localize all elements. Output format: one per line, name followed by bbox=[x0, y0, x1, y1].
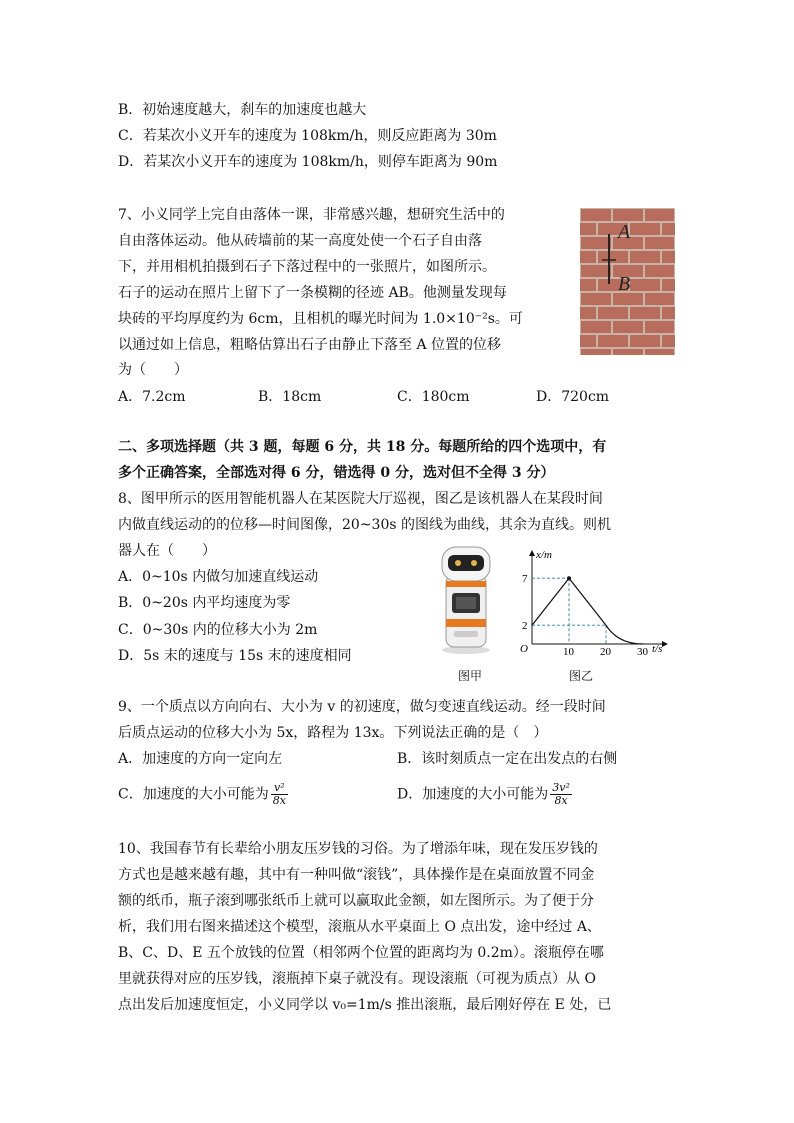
q8-option-d: D．5s 末的速度与 15s 末的速度相同 bbox=[118, 648, 352, 664]
q8-line-3: 器人在（ ） bbox=[118, 543, 216, 559]
brick-wall-photo bbox=[580, 208, 675, 355]
q9-line-1: 9、一个质点以方向向右、大小为 v 的初速度，做匀变速直线运动。经一段时间 bbox=[118, 699, 606, 715]
fraction-d-numerator: 3v² bbox=[552, 781, 570, 794]
robot-image bbox=[436, 545, 496, 655]
q6-option-c: C．若某次小义开车的速度为 108km/h，则反应距离为 30m bbox=[118, 128, 497, 144]
y-axis-label: x/m bbox=[536, 549, 552, 561]
q9-option-d-text: D．加速度的大小可能为 bbox=[397, 786, 549, 803]
q9-option-b: B．该时刻质点一定在出发点的右侧 bbox=[397, 751, 618, 767]
q7-option-d: D．720cm bbox=[536, 389, 610, 405]
position-time-graph bbox=[512, 548, 672, 658]
q9-option-d bbox=[397, 782, 572, 807]
fraction-c-numerator: v² bbox=[271, 782, 288, 795]
q9-option-c-text: C．加速度的大小可能为 bbox=[118, 786, 269, 803]
y-tick-label: 2 bbox=[522, 620, 528, 633]
q9-line-2: 后质点运动的位移大小为 5x，路程为 13x。下列说法正确的是（ ） bbox=[118, 725, 548, 741]
y-tick-label: 7 bbox=[522, 573, 528, 586]
caption-right: 图乙 bbox=[569, 669, 594, 683]
peak-point bbox=[567, 576, 571, 580]
x-axis-label: t/s bbox=[652, 643, 663, 655]
q8-option-c: C．0~30s 内的位移大小为 2m bbox=[118, 622, 318, 638]
series-line bbox=[532, 578, 643, 644]
q9-option-a: A．加速度的方向一定向左 bbox=[118, 751, 283, 767]
fraction-c-denominator: 8x bbox=[272, 794, 286, 807]
x-tick-label: 10 bbox=[563, 646, 574, 658]
section2-header-line2: 多个正确答案，全部选对得 6 分，错选得 0 分，选对但不全得 3 分） bbox=[118, 465, 555, 481]
q10-line-5: B、C、D、E 五个放钱的位置（相邻两个位置的距离均为 0.2m）。滚瓶停在哪 bbox=[118, 945, 604, 961]
q7-option-c: C．180cm bbox=[397, 389, 470, 405]
q7-line-7: 为（ ） bbox=[118, 362, 188, 378]
q10-line-6: 里就获得对应的压岁钱，滚瓶掉下桌子就没有。现设滚瓶（可视为质点）从 O bbox=[118, 971, 596, 987]
q7-option-a: A．7.2cm bbox=[118, 389, 186, 405]
q10-line-7: 点出发后加速度恒定，小义同学以 v₀=1m/s 推出滚瓶，最后刚好停在 E 处，已 bbox=[118, 997, 612, 1013]
q8-line-1: 8、图甲所示的医用智能机器人在某医院大厅巡视，图乙是该机器人在某段时间 bbox=[118, 491, 603, 507]
q9-option-c bbox=[118, 782, 288, 807]
q7-line-3: 下，并用相机拍摄到石子下落过程中的一张照片，如图所示。 bbox=[118, 259, 496, 275]
q10-line-2: 方式也是越来越有趣，其中有一种叫做“滚钱”，具体操作是在桌面放置不同金 bbox=[118, 867, 595, 883]
q7-option-b: B．18cm bbox=[258, 389, 322, 405]
origin-label: O bbox=[520, 643, 528, 655]
q8-option-b: B．0~20s 内平均速度为零 bbox=[118, 595, 291, 611]
section2-header-line1: 二、多项选择题（共 3 题，每题 6 分，共 18 分。每题所给的四个选项中，有 bbox=[118, 439, 607, 455]
q7-line-5: 块砖的平均厚度约为 6cm，且相机的曝光时间为 1.0×10⁻²s。可 bbox=[118, 311, 523, 327]
q8-option-a: A．0~10s 内做匀加速直线运动 bbox=[118, 569, 319, 585]
q7-line-6: 以通过如上信息，粗略估算出石子由静止下落至 A 位置的位移 bbox=[118, 337, 502, 353]
q7-line-4: 石子的运动在照片上留下了一条模糊的径迹 AB。他测量发现每 bbox=[118, 285, 507, 301]
fraction-d-denominator: 8x bbox=[554, 794, 568, 807]
x-tick-label: 20 bbox=[600, 646, 611, 658]
q10-line-3: 额的纸币，瓶子滚到哪张纸币上就可以赢取此金额，如左图所示。为了便于分 bbox=[118, 893, 594, 909]
fraction-c bbox=[271, 782, 288, 807]
q7-line-2: 自由落体运动。他从砖墙前的某一高度处使一个石子自由落 bbox=[118, 233, 482, 249]
q10-line-1: 10、我国春节有长辈给小朋友压岁钱的习俗。为了增添年味，现在发压岁钱的 bbox=[118, 841, 598, 857]
q8-line-2: 内做直线运动的的位移—时间图像，20~30s 的图线为曲线，其余为直线。则机 bbox=[118, 517, 611, 533]
caption-left: 图甲 bbox=[458, 669, 483, 683]
fraction-d bbox=[550, 782, 572, 807]
label-a: A bbox=[618, 221, 631, 243]
q7-line-1: 7、小义同学上完自由落体一课，非常感兴趣，想研究生活中的 bbox=[118, 207, 505, 223]
q10-line-4: 析，我们用右图来描述这个模型，滚瓶从水平桌面上 O 点出发，途中经过 A、 bbox=[118, 919, 601, 935]
q6-option-b: B．初始速度越大，刹车的加速度也越大 bbox=[118, 102, 367, 118]
label-b: B bbox=[618, 273, 631, 295]
x-tick-label: 30 bbox=[637, 646, 648, 658]
q6-option-d: D．若某次小义开车的速度为 108km/h，则停车距离为 90m bbox=[118, 154, 498, 170]
